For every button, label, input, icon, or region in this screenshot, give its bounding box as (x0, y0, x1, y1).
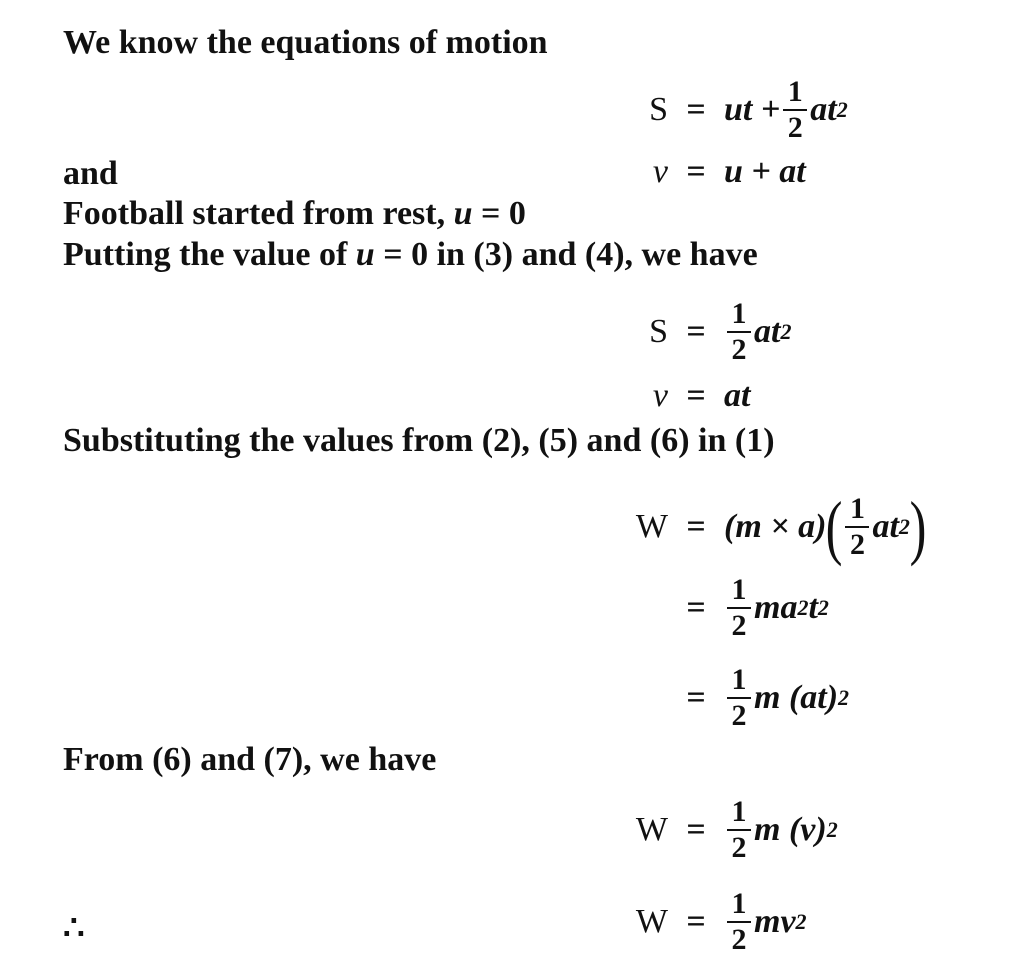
substituting-text: Substituting the values from (2), (5) and (6) in (1) (63, 422, 775, 459)
equation-kinetic-energy: W = $\frac{1}{2}$ mv 2 (635, 887, 807, 956)
rest-condition-text: Football started from rest, u = 0 (63, 195, 526, 232)
fraction-half: $\frac{1}{2}$ (783, 77, 807, 143)
therefore-symbol: ∴ (63, 910, 85, 947)
fraction-half: $\frac{1}{2}$ (727, 797, 751, 863)
and-text: and (63, 155, 118, 192)
fraction-half: $\frac{1}{2}$ (845, 494, 869, 560)
equation-velocity-from-rest: v = at (652, 377, 751, 414)
putting-value-text: Putting the value of u = 0 in (3) and (4), we have (63, 236, 758, 273)
equation-work-velocity: W = $\frac{1}{2}$ m (v) 2 (635, 795, 838, 864)
fraction-half: $\frac{1}{2}$ (727, 575, 751, 641)
equation-displacement: S = ut + $\frac{1}{2}$ at 2 (649, 75, 848, 144)
fraction-half: $\frac{1}{2}$ (727, 299, 751, 365)
fraction-half: $\frac{1}{2}$ (727, 889, 751, 955)
fraction-half: $\frac{1}{2}$ (727, 665, 751, 731)
equation-work: W = (m × a) ( $\frac{1}{2}$ at 2 ) (635, 487, 927, 567)
from-equations-text: From (6) and (7), we have (63, 741, 437, 778)
intro-text: We know the equations of motion (63, 24, 548, 61)
equation-work-step-2: = $\frac{1}{2}$ ma 2 t 2 (686, 573, 829, 642)
equation-velocity: v = u + at (652, 153, 806, 190)
equation-displacement-from-rest: S = $\frac{1}{2}$ at 2 (649, 297, 792, 366)
equation-work-step-3: = $\frac{1}{2}$ m (at) 2 (686, 663, 850, 732)
